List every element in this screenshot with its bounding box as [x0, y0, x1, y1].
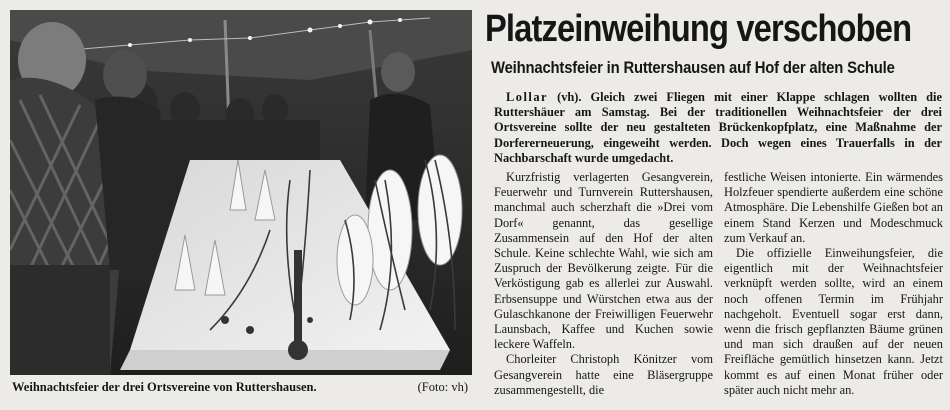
subheadline: Weihnachtsfeier in Ruttershausen auf Hof der alten Schule — [491, 59, 895, 77]
photo-credit: (Foto: vh) — [417, 380, 468, 394]
lead-paragraph — [494, 90, 942, 166]
photo-caption — [12, 378, 472, 400]
headline: Platzeinweihung verschoben — [485, 8, 912, 50]
body-paragraph: Chorleiter Christoph Könitzer vom Gesangverein hatte eine Bläsergruppe zusammengestellt, die — [494, 352, 713, 397]
body-paragraph: festliche Weisen intonierte. Ein wärmendes Holzfeuer spendierte außerdem eine schöne Atmosphäre. Die Lebenshilfe Gießen bot an einem Stand Kerzen und Modeschmuck zum Verkauf an. — [724, 170, 943, 245]
article-photo — [10, 10, 472, 375]
body-paragraph: Die offizielle Einweihungsfeier, die eigentlich mit der Weihnachtsfeier verknüpft werden sollte, wird an einem noch offenen Termin im Frühjahr nachgeholt. Eventuell sogar erst dann, wenn die frisch gepflanzten Bäume grünen und man sich draußen auf der neuen Freifläche gemütlich hinsetzen kann. Jetzt kommt es auf einen Monat früher oder später auch nicht mehr an. — [724, 246, 943, 397]
body-column-1 — [494, 170, 713, 398]
lead-text: (vh). Gleich zwei Fliegen mit einer Klappe schlagen wollten die Ruttershäuer am Samstag. Bei der traditionellen Weihnachtsfeier der drei Ortsvereine sollte der neu gestalteten Brückenkopfplatz, eine Maßnahme der Dorfererneuerung, eingeweiht werden. Doch wegen eines Trauerfalls in der Nachbarschaft wurde umgedacht. — [494, 90, 942, 165]
body-paragraph: Kurzfristig verlagerten Gesangverein, Feuerwehr und Turnverein Ruttershausen, manchmal auch scherzhaft die »Drei vom Dorf« genannt, das gesellige Zusammensein auf den Hof der alten Schule. Keine schlechte Wahl, wie sich am Zuspruch der Bevölkerung zeigte. Für die Verköstigung gab es allerlei zur Auswahl. Erbsensuppe und Würstchen etwa aus der Gulaschkanone der Freiwilligen Feuerwehr Launsbach, Kaffee und Kuchen sowie leckere Waffeln. — [494, 170, 713, 352]
caption-text: Weihnachtsfeier der drei Ortsvereine von Ruttershausen. — [12, 380, 317, 394]
body-column-2 — [724, 170, 943, 398]
lead-place: Lollar — [506, 90, 549, 104]
